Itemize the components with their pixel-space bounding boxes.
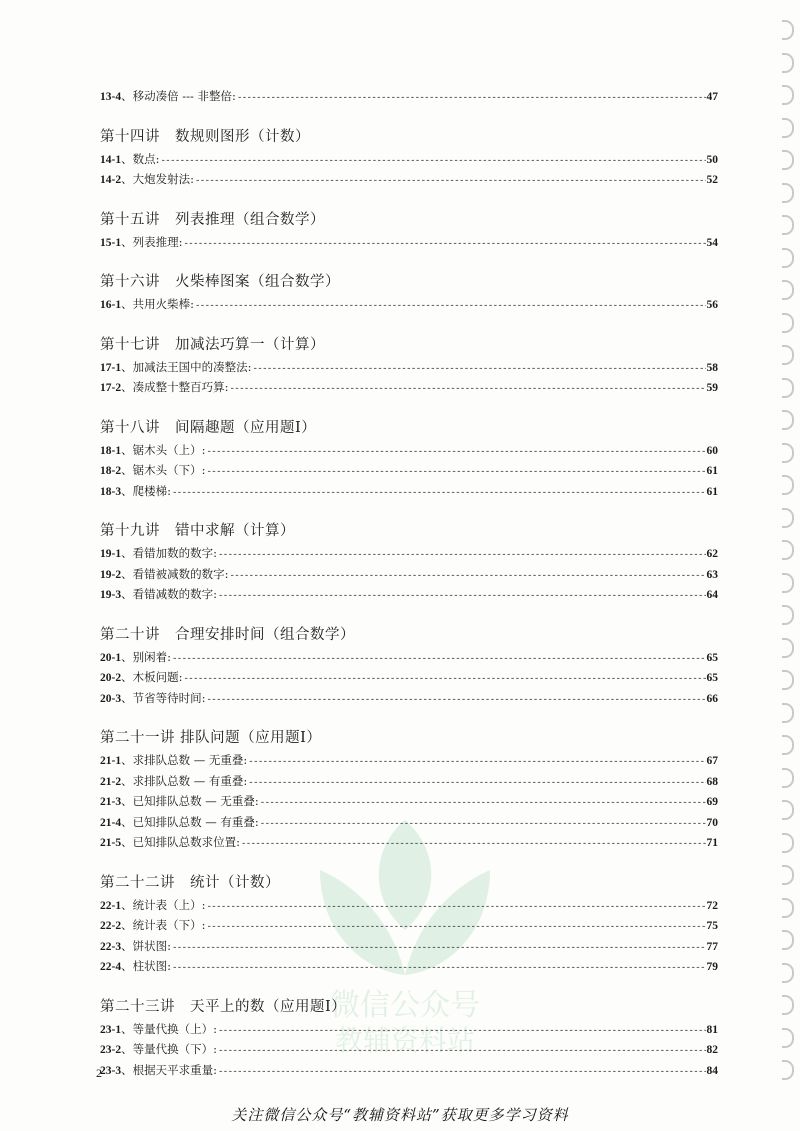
entry-label: [100, 232, 182, 254]
chapter-title: 第十九讲 错中求解（计算）: [100, 523, 295, 539]
dot-leader: [218, 1041, 706, 1062]
binding-ring-icon: [782, 150, 794, 170]
entry-label: [100, 294, 194, 316]
binding-ring-icon: [782, 865, 794, 885]
entry-label: [100, 915, 205, 937]
toc-entry[interactable]: [100, 564, 718, 585]
toc-entry[interactable]: [100, 915, 718, 936]
entry-text: 、统计表（上）:: [121, 897, 206, 912]
entry-label: [100, 667, 182, 689]
binding-ring-icon: [782, 508, 794, 528]
entry-text: 、加减法王国中的凑整法:: [121, 359, 252, 374]
entry-number: 20-2: [100, 672, 122, 684]
dot-leader: [218, 1062, 706, 1083]
entry-label: [100, 584, 217, 606]
toc-chapter: [100, 519, 718, 605]
entry-page-number: 71: [706, 837, 718, 849]
entry-page-number: 69: [706, 796, 718, 808]
entry-page-number: 65: [706, 651, 718, 664]
entry-text: 、大炮发射法:: [121, 172, 194, 186]
toc-entry[interactable]: [100, 895, 718, 916]
entry-text: 、根据天平求重量:: [121, 1062, 217, 1077]
entry-page-number: 81: [706, 1023, 718, 1036]
binding-ring-icon: [782, 53, 794, 73]
binding-ring-icon: [782, 638, 794, 658]
entry-text: 、已知排队总数求位置:: [121, 835, 240, 849]
toc-chapter: [100, 416, 718, 502]
entry-label: [100, 895, 205, 917]
entry-number: 23-1: [100, 1023, 122, 1036]
toc-chapter: [100, 125, 718, 190]
toc-entry[interactable]: [100, 647, 718, 668]
entry-text: 、已知排队总数 — 无重叠:: [121, 794, 259, 808]
toc-chapter: [100, 333, 718, 398]
entry-text: 、移动凑倍 --- 非整倍:: [121, 89, 236, 103]
entry-number: 23-3: [100, 1064, 122, 1077]
entry-label: [100, 750, 247, 772]
entry-label: [100, 647, 171, 669]
toc-chapter: [100, 871, 718, 977]
toc-entry[interactable]: [100, 936, 718, 957]
entry-page-number: 66: [706, 692, 718, 705]
dot-leader: [206, 690, 705, 711]
binding-ring-icon: [782, 670, 794, 690]
toc-entry[interactable]: [100, 440, 718, 461]
entry-page-number: 70: [706, 816, 718, 829]
binding-ring-icon: [782, 703, 794, 723]
entry-number: 22-4: [100, 961, 122, 973]
entry-page-number: 64: [706, 589, 718, 601]
toc-entry[interactable]: [100, 543, 718, 564]
watermark-line1: 微信公众号: [330, 988, 480, 1023]
entry-number: 22-1: [100, 899, 122, 912]
entry-label: [100, 357, 251, 379]
binding-ring-icon: [782, 313, 794, 333]
dot-leader: [252, 359, 705, 380]
dot-leader: [172, 483, 706, 504]
entry-text: 、数点:: [121, 151, 160, 166]
entry-number: 22-2: [100, 920, 122, 932]
binding-ring-icon: [782, 85, 794, 105]
entry-page-number: 58: [706, 361, 718, 374]
dot-leader: [260, 793, 706, 814]
chapter-title: 第十八讲 间隔趣题（应用题Ⅰ）: [100, 419, 317, 436]
chapter-title: 第十五讲 列表推理（组合数学）: [100, 211, 325, 228]
entry-page-number: 61: [706, 485, 718, 498]
entry-text: 、别闲着:: [121, 649, 171, 664]
toc-entry[interactable]: [100, 86, 718, 107]
chapter-title: 第二十讲 合理安排时间（组合数学）: [100, 626, 355, 643]
toc-entry[interactable]: [100, 584, 718, 605]
binding-ring-icon: [782, 995, 794, 1015]
entry-number: 21-1: [100, 755, 122, 767]
entry-number: 15-1: [100, 236, 122, 249]
toc-entry[interactable]: [100, 771, 718, 792]
entry-number: 13-4: [100, 91, 122, 103]
entry-page-number: 52: [706, 174, 718, 186]
binding-ring-icon: [782, 833, 794, 853]
chapter-title: 第十六讲 火柴棒图案（组合数学）: [100, 274, 340, 290]
toc-entry[interactable]: [100, 688, 718, 709]
entry-number: 21-4: [100, 816, 122, 829]
binding-ring-icon: [782, 573, 794, 593]
toc-chapter: [100, 623, 718, 709]
page-number: 2: [96, 1066, 102, 1080]
entry-number: 21-5: [100, 837, 122, 849]
toc-entry[interactable]: [100, 1039, 718, 1060]
entry-label: [100, 543, 217, 565]
entry-number: 19-2: [100, 568, 122, 581]
entry-label: [100, 377, 228, 399]
binding-ring-icon: [782, 800, 794, 820]
entry-label: [100, 481, 171, 503]
toc-entry[interactable]: [100, 956, 718, 977]
entry-page-number: 67: [706, 755, 718, 767]
entry-text: 、等量代换（上）:: [121, 1021, 217, 1036]
entry-label: [100, 440, 205, 462]
chapter-title: 第二十二讲 统计（计数）: [100, 874, 280, 891]
entry-text: 、木板问题:: [121, 670, 183, 684]
entry-number: 19-1: [100, 548, 122, 560]
entry-page-number: 82: [706, 1044, 718, 1056]
entry-text: 、饼状图:: [121, 938, 171, 953]
binding-ring-icon: [782, 20, 794, 40]
dot-leader: [229, 379, 705, 400]
chapter-title: 第二十一讲 排队问题（应用题Ⅰ）: [100, 730, 322, 746]
entry-label: [100, 149, 159, 171]
dot-leader: [172, 938, 706, 959]
entry-page-number: 59: [706, 382, 718, 394]
entry-number: 21-3: [100, 796, 122, 808]
entry-text: 、共用火柴棒:: [121, 297, 194, 311]
toc-entry[interactable]: [100, 377, 718, 398]
dot-leader: [218, 586, 706, 607]
entry-label: [100, 1060, 217, 1082]
entry-number: 16-1: [100, 299, 122, 311]
entry-page-number: 60: [706, 444, 718, 457]
dot-leader: [160, 151, 705, 172]
entry-page-number: 50: [706, 153, 718, 166]
chapter-title: 第十四讲 数规则图形（计数）: [100, 128, 310, 145]
binding-ring-icon: [782, 378, 794, 398]
entry-text: 、求排队总数 — 无重叠:: [121, 753, 248, 767]
dot-leader: [206, 442, 705, 463]
binding-ring-icon: [782, 898, 794, 918]
chapter-title: 第二十三讲 天平上的数（应用题Ⅰ）: [100, 998, 347, 1015]
entry-text: 、柱状图:: [121, 959, 171, 973]
entry-text: 、锯木头（下）:: [121, 463, 206, 477]
dot-leader: [218, 1021, 706, 1042]
toc-chapter: [100, 86, 718, 107]
entry-label: [100, 1039, 217, 1061]
toc-entry[interactable]: [100, 232, 718, 253]
toc-entry[interactable]: [100, 149, 718, 170]
entry-text: 、列表推理:: [121, 234, 183, 249]
binding-ring-icon: [782, 605, 794, 625]
binding-ring-icon: [782, 963, 794, 983]
entry-label: [100, 956, 171, 978]
entry-page-number: 56: [706, 299, 718, 311]
entry-number: 20-3: [100, 692, 122, 705]
dot-leader: [206, 917, 705, 938]
entry-text: 、凑成整十整百巧算:: [121, 380, 229, 394]
toc-chapter: [100, 726, 718, 853]
entry-text: 、节省等待时间:: [121, 690, 206, 705]
entry-page-number: 63: [706, 568, 718, 581]
dot-leader: [237, 88, 706, 109]
binding-ring-icon: [782, 118, 794, 138]
entry-text: 、锯木头（上）:: [121, 442, 206, 457]
dot-leader: [195, 296, 706, 317]
entry-label: [100, 812, 259, 834]
entry-number: 19-3: [100, 589, 122, 601]
entry-number: 18-3: [100, 485, 122, 498]
entry-page-number: 47: [706, 91, 718, 103]
entry-page-number: 72: [706, 899, 718, 912]
binding-ring-icon: [782, 280, 794, 300]
entry-text: 、看错被减数的数字:: [121, 566, 229, 581]
table-of-contents: [100, 86, 718, 1080]
entry-number: 18-2: [100, 465, 122, 477]
entry-text: 、看错减数的数字:: [121, 587, 217, 601]
dot-leader: [183, 669, 705, 690]
entry-page-number: 61: [706, 465, 718, 477]
toc-entry[interactable]: [100, 294, 718, 315]
entry-page-number: 54: [706, 236, 718, 249]
entry-text: 、等量代换（下）:: [121, 1042, 217, 1056]
binding-ring-icon: [782, 345, 794, 365]
entry-number: 23-2: [100, 1044, 122, 1056]
toc-chapter: [100, 270, 718, 315]
entry-page-number: 84: [706, 1064, 718, 1077]
toc-entry[interactable]: [100, 812, 718, 833]
entry-label: [100, 688, 205, 710]
entry-label: [100, 1019, 217, 1041]
toc-entry[interactable]: [100, 791, 718, 812]
entry-page-number: 68: [706, 775, 718, 788]
chapter-title: 第十七讲 加减法巧算一（计算）: [100, 336, 325, 353]
binding-ring-icon: [782, 540, 794, 560]
entry-number: 14-2: [100, 174, 122, 186]
toc-entry[interactable]: [100, 169, 718, 190]
entry-label: [100, 832, 240, 854]
toc-entry[interactable]: [100, 481, 718, 502]
dot-leader: [206, 897, 705, 918]
dot-leader: [248, 752, 705, 773]
toc-entry[interactable]: [100, 357, 718, 378]
toc-entry[interactable]: [100, 832, 718, 853]
entry-text: 、看错加数的数字:: [121, 546, 217, 560]
dot-leader: [218, 545, 706, 566]
binding-ring-icon: [782, 1028, 794, 1048]
entry-page-number: 75: [706, 920, 718, 932]
entry-page-number: 62: [706, 548, 718, 560]
dot-leader: [229, 566, 705, 587]
toc-chapter: [100, 208, 718, 253]
entry-text: 、爬楼梯:: [121, 483, 171, 498]
toc-entry[interactable]: [100, 1019, 718, 1040]
watermark-line2: 教辅资料站: [334, 1024, 476, 1057]
dot-leader: [260, 814, 706, 835]
toc-entry[interactable]: [100, 460, 718, 481]
footer-note: 关注微信公众号“教辅资料站”获取更多学习资料: [231, 1106, 569, 1124]
entry-label: [100, 771, 247, 793]
dot-leader: [206, 462, 705, 483]
entry-label: [100, 936, 171, 958]
toc-entry[interactable]: [100, 667, 718, 688]
entry-text: 、求排队总数 — 有重叠:: [121, 773, 248, 788]
entry-label: [100, 791, 259, 813]
entry-page-number: 65: [706, 672, 718, 684]
dot-leader: [195, 171, 706, 192]
entry-label: [100, 564, 228, 586]
binding-ring-icon: [782, 930, 794, 950]
dot-leader: [248, 773, 705, 794]
entry-label: [100, 169, 194, 191]
entry-number: 22-3: [100, 940, 122, 953]
entry-page-number: 79: [706, 961, 718, 973]
entry-number: 20-1: [100, 651, 122, 664]
entry-page-number: 77: [706, 940, 718, 953]
entry-number: 21-2: [100, 775, 122, 788]
entry-text: 、已知排队总数 — 有重叠:: [121, 814, 259, 829]
entry-label: [100, 460, 205, 482]
toc-entry[interactable]: [100, 1060, 718, 1081]
binding-ring-icon: [782, 183, 794, 203]
dot-leader: [172, 958, 706, 979]
dot-leader: [241, 834, 706, 855]
entry-number: 17-1: [100, 361, 122, 374]
binding-ring-icon: [782, 768, 794, 788]
toc-entry[interactable]: [100, 750, 718, 771]
entry-number: 18-1: [100, 444, 122, 457]
entry-number: 14-1: [100, 153, 122, 166]
binding-ring-icon: [782, 248, 794, 268]
binding-ring-icon: [782, 475, 794, 495]
binding-ring-icon: [782, 735, 794, 755]
binding-ring-icon: [782, 443, 794, 463]
dot-leader: [172, 649, 706, 670]
entry-label: [100, 86, 236, 108]
dot-leader: [183, 234, 705, 255]
binding-ring-icon: [782, 215, 794, 235]
binding-ring-icon: [782, 1060, 794, 1080]
toc-chapter: [100, 995, 718, 1081]
binding-rings: [776, 20, 794, 1100]
binding-ring-icon: [782, 410, 794, 430]
entry-number: 17-2: [100, 382, 122, 394]
entry-text: 、统计表（下）:: [121, 918, 206, 932]
